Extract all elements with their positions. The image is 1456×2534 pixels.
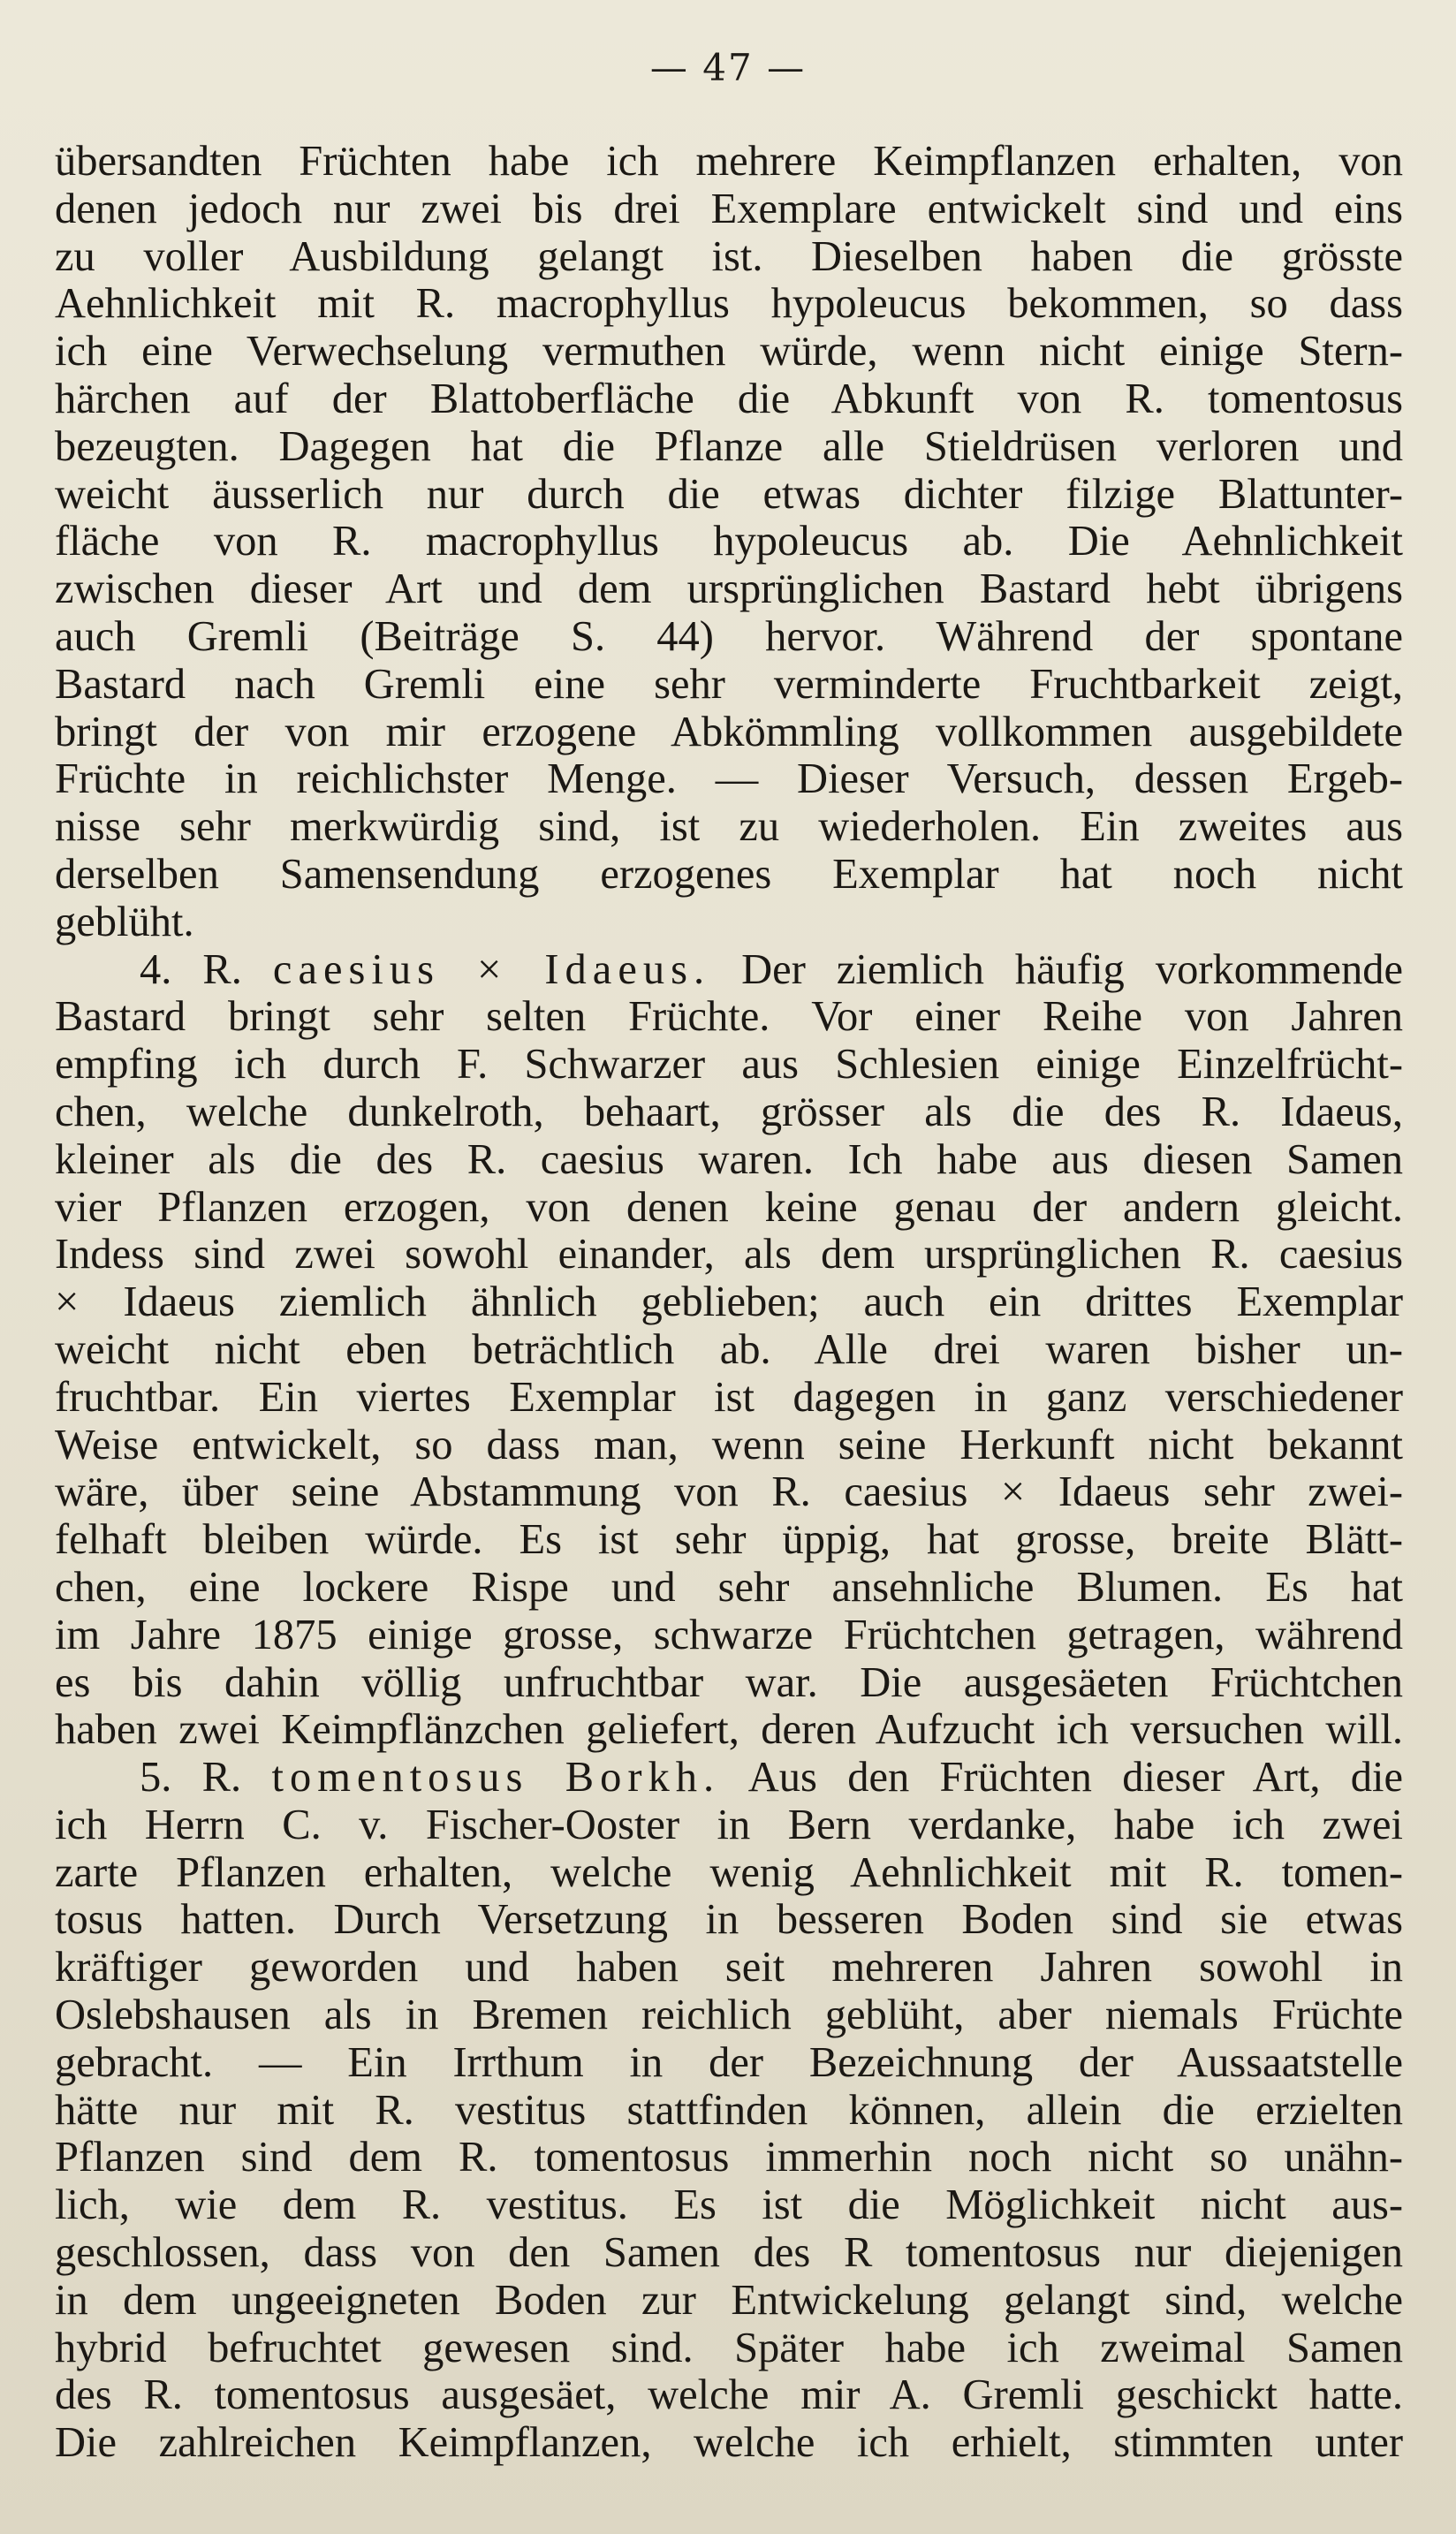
text-line: chen, welche dunkelroth, behaart, grösser als die des R. Idaeus, bbox=[55, 1088, 1403, 1135]
text-line: Aehnlichkeit mit R. macrophyllus hypoleucus bekommen, so dass bbox=[55, 280, 1403, 328]
section-number: 4. R. bbox=[140, 945, 273, 993]
text-line: kräftiger geworden und haben seit mehreren Jahren sowohl in bbox=[55, 1944, 1403, 1992]
text-line: gebracht. — Ein Irrthum in der Bezeichnung der Aussaatstelle bbox=[55, 2038, 1403, 2086]
text-line: des R. tomentosus ausgesäet, welche mir A. Gremli geschickt hatte. bbox=[55, 2371, 1403, 2419]
text-line: weicht äusserlich nur durch die etwas dichter filzige Blattunter- bbox=[55, 470, 1403, 518]
spaced-species-name: caesius × Idaeus. bbox=[272, 945, 711, 993]
text-line: nisse sehr merkwürdig sind, ist zu wiederholen. Ein zweites aus bbox=[55, 803, 1403, 851]
text-line: ich Herrn C. v. Fischer-Ooster in Bern verdanke, habe ich zwei bbox=[55, 1801, 1403, 1848]
text-line: wäre, über seine Abstammung von R. caesius × Idaeus sehr zwei- bbox=[55, 1468, 1403, 1516]
text-line: Bastard nach Gremli eine sehr verminderte Fruchtbarkeit zeigt, bbox=[55, 660, 1403, 708]
text-line: ich eine Verwechselung vermuthen würde, wenn nicht einige Stern- bbox=[55, 328, 1403, 376]
text-line: derselben Samensendung erzogenes Exemplar hat noch nicht bbox=[55, 850, 1403, 898]
text-line: weicht nicht eben beträchtlich ab. Alle drei waren bisher un- bbox=[55, 1325, 1403, 1373]
text-line: zarte Pflanzen erhalten, welche wenig Aehnlichkeit mit R. tomen- bbox=[55, 1848, 1403, 1896]
text-line: Oslebshausen als in Bremen reichlich geblüht, aber niemals Früchte bbox=[55, 1992, 1403, 2039]
text-line: bringt der von mir erzogene Abkömmling vollkommen ausgebildete bbox=[55, 708, 1403, 755]
text-line: kleiner als die des R. caesius waren. Ich habe aus diesen Samen bbox=[55, 1135, 1403, 1183]
text-line: vier Pflanzen erzogen, von denen keine genau der andern gleicht. bbox=[55, 1183, 1403, 1231]
text-line: Weise entwickelt, so dass man, wenn seine Herkunft nicht bekannt bbox=[55, 1421, 1403, 1468]
text-line: zwischen dieser Art und dem ursprünglichen Bastard hebt übrigens bbox=[55, 565, 1403, 613]
text-line: in dem ungeeigneten Boden zur Entwickelung gelangt sind, welche bbox=[55, 2276, 1403, 2324]
text-line: felhaft bleiben würde. Es ist sehr üppig, hat grosse, breite Blätt- bbox=[55, 1516, 1403, 1564]
text-line: Die zahlreichen Keimpflanzen, welche ich erhielt, stimmten unter bbox=[55, 2419, 1403, 2467]
section-text: Der ziemlich häufig vorkommende bbox=[710, 945, 1403, 993]
text-line: lich, wie dem R. vestitus. Es ist die Möglichkeit nicht aus- bbox=[55, 2181, 1403, 2229]
text-line: übersandten Früchten habe ich mehrere Keimpflanzen erhalten, von bbox=[55, 138, 1403, 185]
text-line: bezeugten. Dagegen hat die Pflanze alle Stieldrüsen verloren und bbox=[55, 422, 1403, 470]
text-line: zu voller Ausbildung gelangt ist. Dieselben haben die grösste bbox=[55, 232, 1403, 280]
text-line: hätte nur mit R. vestitus stattfinden können, allein die erzielten bbox=[55, 2086, 1403, 2134]
text-line: denen jedoch nur zwei bis drei Exemplare entwickelt sind und eins bbox=[55, 185, 1403, 232]
text-line: tosus hatten. Durch Versetzung in besseren Boden sind sie etwas bbox=[55, 1896, 1403, 1944]
page-number: — 47 — bbox=[649, 46, 807, 89]
text-line: härchen auf der Blattoberfläche die Abkunft von R. tomentosus bbox=[55, 375, 1403, 422]
section-heading-line bbox=[55, 946, 1403, 994]
text-line: es bis dahin völlig unfruchtbar war. Die ausgesäeten Früchtchen bbox=[55, 1658, 1403, 1706]
text-line: empfing ich durch F. Schwarzer aus Schlesien einige Einzelfrücht- bbox=[55, 1041, 1403, 1089]
body-text bbox=[55, 138, 1403, 2467]
text-line: im Jahre 1875 einige grosse, schwarze Früchtchen getragen, während bbox=[55, 1611, 1403, 1658]
text-line: auch Gremli (Beiträge S. 44) hervor. Während der spontane bbox=[55, 612, 1403, 660]
text-line: Indess sind zwei sowohl einander, als dem ursprünglichen R. caesius bbox=[55, 1231, 1403, 1278]
text-line: Pflanzen sind dem R. tomentosus immerhin noch nicht so unähn- bbox=[55, 2134, 1403, 2181]
text-line: haben zwei Keimpflänzchen geliefert, deren Aufzucht ich versuchen will. bbox=[55, 1706, 1403, 1754]
text-line: fläche von R. macrophyllus hypoleucus ab. Die Aehnlichkeit bbox=[55, 518, 1403, 565]
spaced-species-name: tomentosus Borkh. bbox=[271, 1754, 721, 1802]
text-line: geschlossen, dass von den Samen des R tomentosus nur diejenigen bbox=[55, 2229, 1403, 2277]
text-line: Bastard bringt sehr selten Früchte. Vor einer Reihe von Jahren bbox=[55, 993, 1403, 1041]
section-number: 5. R. bbox=[140, 1754, 272, 1802]
text-line: hybrid befruchtet gewesen sind. Später habe ich zweimal Samen bbox=[55, 2324, 1403, 2371]
text-line: chen, eine lockere Rispe und sehr ansehnliche Blumen. Es hat bbox=[55, 1563, 1403, 1611]
text-line: Früchte in reichlichster Menge. — Dieser Versuch, dessen Ergeb- bbox=[55, 755, 1403, 803]
section-text: Aus den Früchten dieser Art, die bbox=[720, 1754, 1403, 1802]
text-line: × Idaeus ziemlich ähnlich geblieben; auch ein drittes Exemplar bbox=[55, 1278, 1403, 1326]
section-heading-line bbox=[55, 1754, 1403, 1802]
text-line: geblüht. bbox=[55, 898, 194, 945]
text-line: fruchtbar. Ein viertes Exemplar ist dagegen in ganz verschiedener bbox=[55, 1373, 1403, 1421]
